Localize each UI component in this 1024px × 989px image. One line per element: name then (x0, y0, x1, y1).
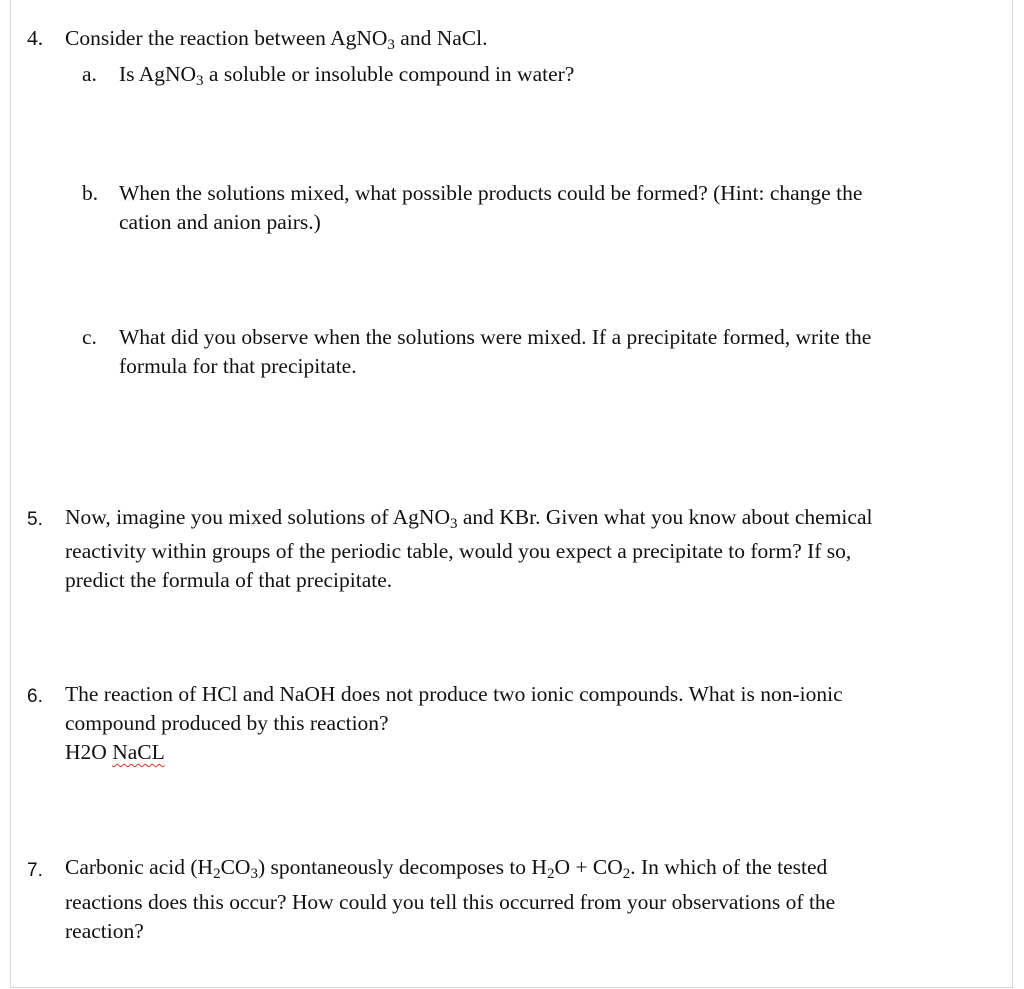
question-4-stem: Consider the reaction between AgNO$_3$ and NaCl. (65, 26, 488, 53)
question-7-line-3: reaction? (65, 919, 144, 943)
question-4-number: 4. (27, 26, 44, 50)
question-4c-line-1: What did you observe when the solutions were mixed. If a precipitate formed, write the (119, 325, 872, 349)
question-7-line-1: Carbonic acid $(H_2CO_3)$ spontaneously decomposes to $H_2O + CO_2$. In which of the tested (65, 855, 828, 882)
page-frame (10, 0, 1013, 988)
question-5-line-1: Now, imagine you mixed solutions of AgNO$_3$ and KBr. Given what you know about chemical (65, 505, 873, 532)
question-4b-line-2: cation and anion pairs.) (119, 210, 321, 234)
question-5-line-3: predict the formula of that precipitate. (65, 568, 393, 592)
question-6-answer[interactable]: H2O NaCL (65, 740, 165, 764)
question-4b-line-1: When the solutions mixed, what possible products could be formed? (Hint: change the (119, 181, 863, 205)
question-7-line-2: reactions does this occur? How could you tell this occurred from your observations of the (65, 890, 836, 914)
question-6-number: 6. (27, 686, 43, 707)
question-5-number: 5. (27, 509, 43, 530)
question-6-line-2: compound produced by this reaction? (65, 711, 389, 735)
question-4c-letter: c. (82, 325, 97, 349)
question-5-line-2: reactivity within groups of the periodic table, would you expect a precipitate to form? If so, (65, 539, 852, 563)
question-7-number: 7. (27, 860, 43, 881)
question-4c-line-2: formula for that precipitate. (119, 354, 357, 378)
question-6-line-1: The reaction of HCl and NaOH does not produce two ionic compounds. What is non-ionic (65, 682, 843, 706)
question-4a-letter: a. (82, 62, 97, 86)
spelling-squiggle: NaCL (112, 740, 165, 764)
question-4a-text: Is AgNO$_3$ a soluble or insoluble compound in water? (119, 62, 575, 89)
question-4b-letter: b. (82, 181, 99, 205)
